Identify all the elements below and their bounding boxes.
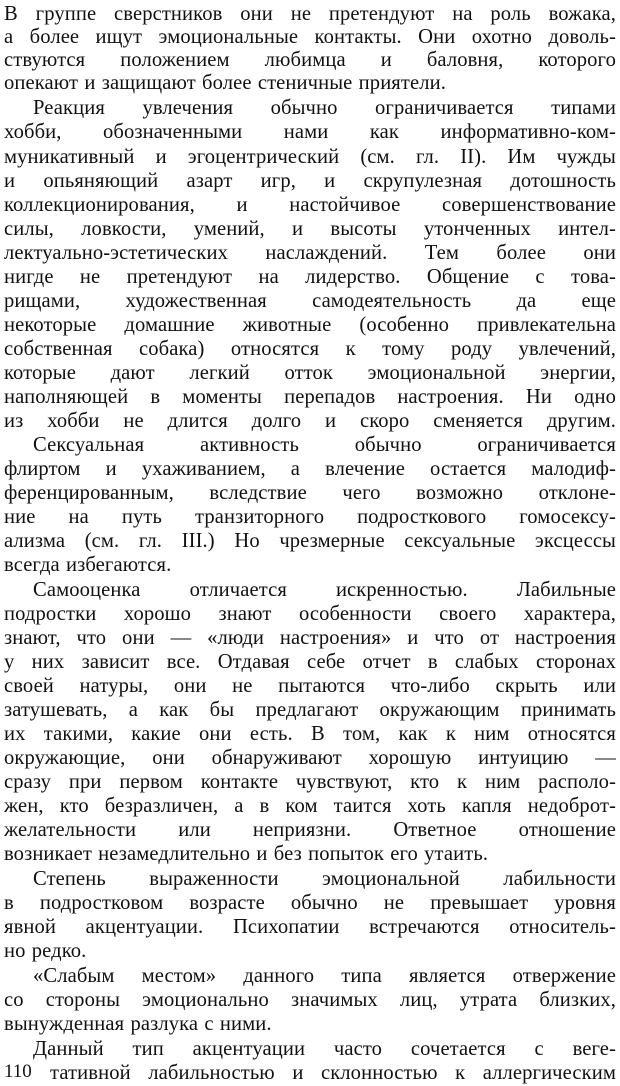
text-line: нигде не претендуют на лидерство. Общение с това-	[4, 266, 616, 288]
text-line: Данный тип акцентуации часто сочетается с веге-	[33, 1038, 616, 1060]
text-line: муникативный и эгоцентрический (см. гл. II). Им чужды	[4, 146, 616, 168]
text-line: рищами, художественная самодеятельность да еще	[4, 290, 616, 312]
text-line: Реакция увлечения обычно ограничивается типами	[33, 97, 616, 119]
text-line: и опьяняющий азарт игр, и скрупулезная дотошность	[4, 170, 616, 192]
text-line: всегда избегаются.	[4, 554, 172, 576]
text-line: вынужденная разлука с ними.	[4, 1013, 272, 1035]
text-line: подростки хорошо знают особенности своего характера,	[4, 603, 616, 625]
text-line: хобби, обозначенными нами как информативно-ком-	[4, 121, 616, 143]
text-line: знают, что они — «люди настроения» и что от настроения	[4, 627, 616, 649]
text-line: Сексуальная активность обычно ограничивается	[33, 434, 616, 456]
text-line: желательности или неприязни. Ответное отношение	[4, 819, 616, 841]
text-line: тативной лабильностью и склонностью к аллергическим	[50, 1062, 616, 1084]
text-line: явной акцентуации. Психопатии встречаются относитель-	[4, 916, 616, 938]
text-line: со стороны эмоционально значимых лиц, утрата близких,	[4, 989, 616, 1011]
book-page	[4, 0, 616, 1086]
text-line: окружающие, они обнаруживают хорошую интуицию —	[4, 747, 616, 769]
text-line: возникает незамедлительно и без попыток его утаить.	[4, 843, 489, 865]
text-line: силы, ловкости, умений, и высоты утонченных интел-	[4, 218, 616, 240]
text-line: ференцированным, вследствие чего возможно отклоне-	[4, 482, 616, 504]
text-line: наполняющей в моменты перепадов настроения. Ни одно	[4, 386, 616, 408]
text-line: «Слабым местом» данного типа является отвержение	[33, 965, 616, 987]
text-line: затушевать, а как бы предлагают окружающим принимать	[4, 699, 616, 721]
text-line: лектуально-эстетических наслаждений. Тем более они	[4, 242, 616, 264]
text-line: но редко.	[4, 940, 87, 962]
text-line: своей натуры, они не пытаются что-либо скрыть или	[4, 675, 616, 697]
text-line: флиртом и ухаживанием, а влечение остается малодиф-	[4, 458, 616, 480]
text-line: в подростковом возрасте обычно не превышает уровня	[4, 892, 616, 914]
text-line: ствуются положением любимца и баловня, которого	[4, 49, 616, 71]
page-number: 110	[4, 1061, 32, 1082]
text-line: жен, кто безразличен, а в ком таится хоть капля недоброт-	[4, 795, 616, 817]
text-line: Степень выраженности эмоциональной лабильности	[33, 868, 616, 890]
text-line: некоторые домашние животные (особенно привлекательна	[4, 314, 616, 336]
text-line: собственная собака) относятся к тому роду увлечений,	[4, 338, 616, 360]
text-line: ализма (см. гл. III.) Но чрезмерные сексуальные эксцессы	[4, 530, 616, 552]
text-line: из хобби не длится долго и скоро сменяется другим.	[4, 410, 616, 432]
text-line: В группе сверстников они не претендуют на роль вожака,	[4, 3, 616, 25]
text-line: коллекционирования, и настойчивое совершенствование	[4, 194, 616, 216]
text-line: их такими, какие они есть. В том, как к ним относятся	[4, 723, 616, 745]
text-line: а более ищут эмоциональные контакты. Они охотно доволь-	[4, 26, 616, 48]
text-line: опекают и защищают более стеничные приятели.	[4, 72, 446, 94]
text-line: которые дают легкий отток эмоциональной энергии,	[4, 362, 616, 384]
text-line: ние на путь транзиторного подросткового гомосексу-	[4, 506, 616, 528]
text-line: сразу при первом контакте чувствуют, кто к ним располо-	[4, 771, 616, 793]
text-line: у них зависит все. Отдавая себе отчет в слабых сторонах	[4, 651, 616, 673]
text-line: Самооценка отличается искренностью. Лабильные	[33, 579, 616, 601]
